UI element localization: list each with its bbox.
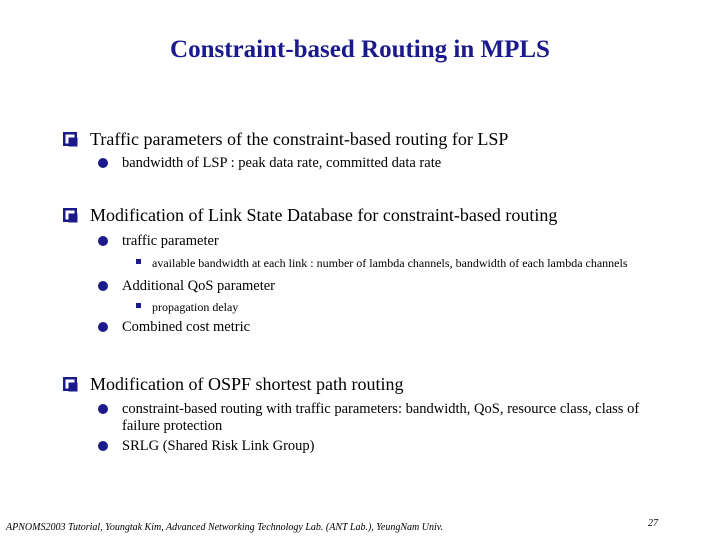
section-traffic-parameters xyxy=(62,128,508,172)
item-text: bandwidth of LSP : peak data rate, committed data rate xyxy=(122,155,442,171)
section-heading xyxy=(62,373,662,395)
slide-title: Constraint-based Routing in MPLS xyxy=(170,36,550,63)
round-bullet-icon xyxy=(98,281,108,291)
list-item xyxy=(98,278,672,295)
subitem-text: propagation delay xyxy=(152,300,239,314)
item-text: SRLG (Shared Risk Link Group) xyxy=(122,438,315,454)
square-bullet-icon xyxy=(136,259,141,264)
heading-text: Modification of OSPF shortest path routing xyxy=(90,374,404,394)
list-item xyxy=(98,319,672,336)
footer-credits: APNOMS2003 Tutorial, Youngtak Kim, Advanced Networking Technology Lab. (ANT Lab.), YeungNam Univ. xyxy=(6,522,443,533)
page-number: 27 xyxy=(648,518,658,529)
square-bullet-icon xyxy=(136,303,141,308)
section-ospf-routing xyxy=(62,373,662,455)
item-text: Combined cost metric xyxy=(122,319,251,335)
item-text: constraint-based routing with traffic parameters: bandwidth, QoS, resource class, class of failure protection xyxy=(122,401,640,434)
item-text: traffic parameter xyxy=(122,233,219,249)
section-link-state-database xyxy=(62,204,672,336)
sub-list-item xyxy=(136,256,672,270)
round-bullet-icon xyxy=(98,441,108,451)
round-bullet-icon xyxy=(98,236,108,246)
section-heading xyxy=(62,204,672,226)
heading-text: Traffic parameters of the constraint-based routing for LSP xyxy=(90,129,509,149)
list-item xyxy=(98,438,662,455)
heading-text: Modification of Link State Database for constraint-based routing xyxy=(90,205,558,225)
item-text: Additional QoS parameter xyxy=(122,278,276,294)
checkbox-bullet-icon xyxy=(62,376,78,392)
list-item xyxy=(98,155,508,172)
round-bullet-icon xyxy=(98,404,108,414)
list-item xyxy=(98,233,672,250)
checkbox-bullet-icon xyxy=(62,207,78,223)
list-item xyxy=(98,401,662,435)
checkbox-bullet-icon xyxy=(62,131,78,147)
section-heading xyxy=(62,128,508,150)
round-bullet-icon xyxy=(98,322,108,332)
round-bullet-icon xyxy=(98,158,108,168)
subitem-text: available bandwidth at each link : number of lambda channels, bandwidth of each lambda channels xyxy=(152,256,628,270)
sub-list-item xyxy=(136,300,672,314)
